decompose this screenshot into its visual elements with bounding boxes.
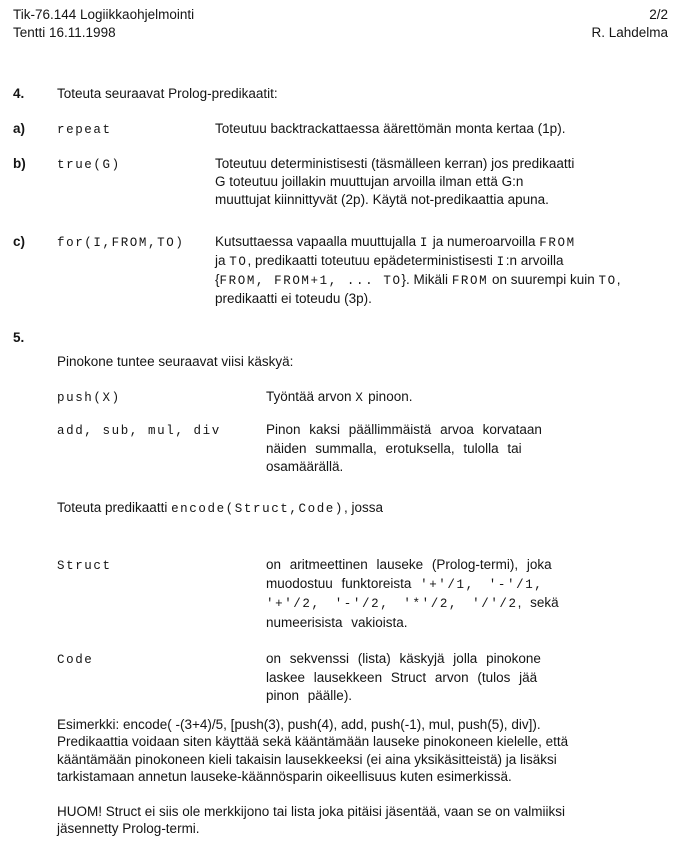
header-left	[13, 6, 194, 42]
item-b-description: Toteutuu deterministisesti (täsmälleen kerran) jos predikaatti G toteutuu joillakin muuttujan arvoilla ilman että G:n muuttujat kiinnittyvät (2p). Käytä not-predikaattia apuna.	[215, 156, 575, 207]
course-title: Tik-76.144 Logiikkaohjelmointi	[13, 7, 195, 22]
item-c-label: c)	[13, 234, 26, 249]
item-b-term: true(G)	[57, 158, 121, 172]
item-a-term: repeat	[57, 123, 112, 137]
question-5-intro: Pinokone tuntee seuraavat viisi käskyä:	[57, 354, 294, 369]
command-arith-term: add, sub, mul, div	[57, 424, 221, 438]
item-b-label: b)	[13, 156, 26, 171]
item-c-description: Kutsuttaessa vapaalla muuttujalla I ja numeroarvoilla FROM ja TO, predikaatti toteutuu epädeterministisesti I:n arvoilla {FROM, FROM+1, ... TO}. Mikäli FROM on suurempi kuin TO, predikaatti ei toteudu (3p).	[215, 234, 621, 306]
arg-code-description: on sekvenssi (lista) käskyjä jolla pinokone laskee lausekkeen Struct arvon (tulos jää pinon päälle).	[266, 651, 541, 703]
item-c-term: for(I,FROM,TO)	[57, 236, 185, 250]
command-push-description: Työntää arvon X pinoon.	[266, 389, 413, 405]
header-right	[591, 6, 668, 42]
page-number: 2/2	[649, 7, 668, 22]
question-4-intro: Toteuta seuraavat Prolog-predikaatit:	[57, 86, 278, 101]
arg-struct-description: on aritmeettinen lauseke (Prolog-termi), joka muodostuu funktoreista '+'/1, '-'/1, '+'/2, '-'/2, '*'/2, '/'/2, sekä numeerisista vakioista.	[266, 557, 559, 630]
encode-task-line: Toteuta predikaatti encode(Struct,Code), jossa	[57, 500, 384, 516]
item-a-description: Toteutuu backtrackattaessa äärettömän monta kertaa (1p).	[215, 121, 566, 136]
command-push-term: push(X)	[57, 391, 121, 405]
command-arith-description: Pinon kaksi päällimmäistä arvoa korvataan näiden summalla, erotuksella, tulolla tai osamäärällä.	[266, 422, 542, 474]
example-paragraph: Esimerkki: encode( -(3+4)/5, [push(3), push(4), add, push(-1), mul, push(5), div]). Predikaattia voidaan siten käyttää sekä kääntämään lauseke pinokoneen kielelle, että kääntämään pinokoneen kieli takaisin lausekkeeksi (ei aina yksikäsitteistä) ja lisäksi tarkistamaan annetun lauseke-käännösparin oikeellisuus kuten esimerkissä.	[57, 717, 569, 785]
question-5-number: 5.	[13, 330, 25, 345]
item-a-label: a)	[13, 121, 26, 136]
exam-date: Tentti 16.11.1998	[13, 25, 116, 40]
arg-code-term: Code	[57, 653, 94, 667]
question-4-number: 4.	[13, 86, 25, 101]
author-name: R. Lahdelma	[591, 25, 668, 40]
arg-struct-term: Struct	[57, 559, 112, 573]
note-paragraph: HUOM! Struct ei siis ole merkkijono tai lista joka pitäisi jäsentää, vaan se on valmiiksi jäsennetty Prolog-termi.	[57, 804, 565, 837]
